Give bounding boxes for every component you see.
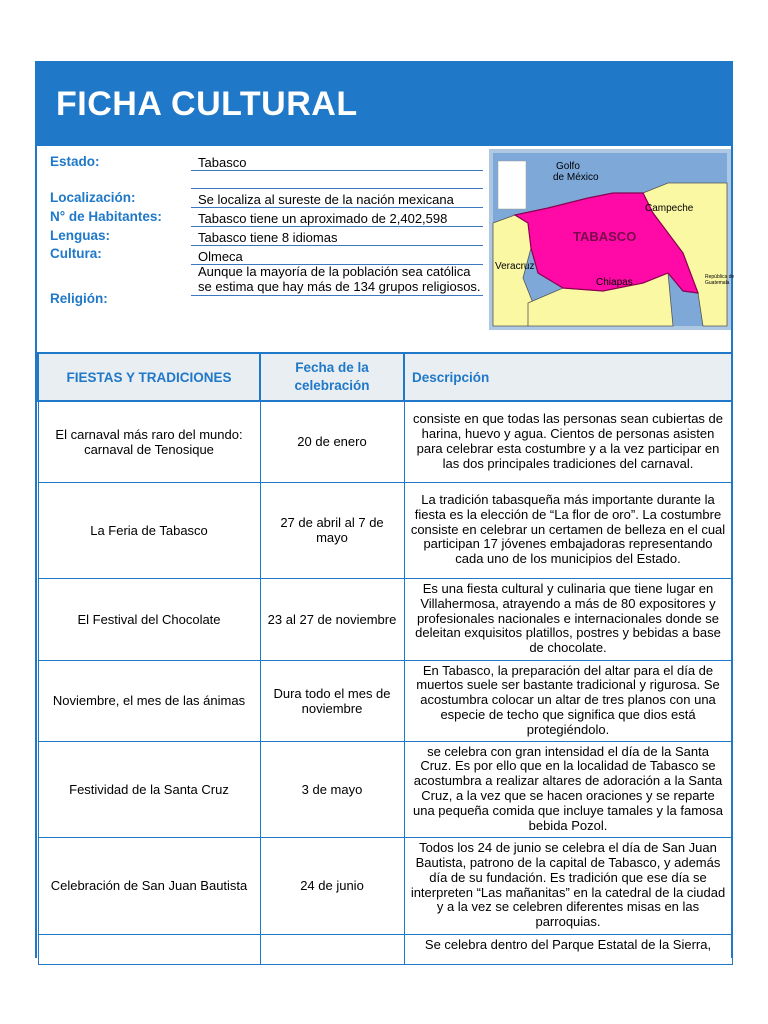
row-name: Festividad de la Santa Cruz — [38, 741, 260, 837]
table-row — [38, 660, 732, 741]
map-label-veracruz: Veracruz — [495, 261, 535, 272]
header-descripcion: Descripción — [404, 353, 732, 401]
map-label-chiapas: Chiapas — [596, 277, 633, 288]
table-row — [38, 934, 732, 964]
row-name: Celebración de San Juan Bautista — [38, 837, 260, 934]
page-title: FICHA CULTURAL — [56, 85, 358, 123]
blank-field-line — [191, 173, 483, 189]
table-header-row — [38, 353, 732, 401]
info-section — [37, 146, 735, 352]
cultura-label: Cultura: — [50, 246, 102, 261]
row-date: 23 al 27 de noviembre — [260, 578, 404, 660]
row-name: El carnaval más raro del mundo: carnaval de Tenosique — [38, 401, 260, 482]
table-row — [38, 837, 732, 934]
table-row — [38, 401, 732, 482]
row-description: La tradición tabasqueña más importante durante la fiesta es la elección de “La flor de oro”. La costumbre consiste en celebrar un certamen de belleza en el cual participan 17 jóvenes embajadoras representando cada uno de los municipios del Estado. — [404, 482, 732, 578]
religion-label: Religión: — [50, 291, 108, 306]
lenguas-label: Lenguas: — [50, 228, 111, 243]
map-legend-box — [498, 161, 526, 209]
row-description: Todos los 24 de junio se celebra el día de San Juan Bautista, patrono de la capital de Tabasco, y además día de su fundación. Es tradición que ese día se interpreten “Las mañanitas” en la catedral de la ciudad y a la vez se celebren diferentes misas en las parroquias. — [404, 837, 732, 934]
row-description: Es una fiesta cultural y culinaria que tiene lugar en Villahermosa, atrayendo a más de 80 expositores y profesionales nacionales e internacionales donde se deleitan exquisitos platillos, postres y bebidas a base de chocolate. — [404, 578, 732, 660]
estado-label: Estado: — [50, 154, 100, 169]
row-name: La Feria de Tabasco — [38, 482, 260, 578]
table-row — [38, 482, 732, 578]
tabasco-map — [489, 149, 735, 330]
header-fecha: Fecha de la celebración — [260, 353, 404, 401]
row-date: 27 de abril al 7 de mayo — [260, 482, 404, 578]
cultura-value: Olmeca — [191, 249, 483, 265]
lenguas-value: Tabasco tiene 8 idiomas — [191, 230, 483, 246]
habitantes-value: Tabasco tiene un aproximado de 2,402,598 — [191, 211, 483, 227]
row-name — [38, 934, 260, 964]
row-date: 3 de mayo — [260, 741, 404, 837]
map-label-campeche: Campeche — [645, 203, 694, 214]
row-description: Se celebra dentro del Parque Estatal de la Sierra, — [404, 934, 732, 964]
row-date: Dura todo el mes de noviembre — [260, 660, 404, 741]
header-fiestas: FIESTAS Y TRADICIONES — [38, 353, 260, 401]
localizacion-label: Localización: — [50, 190, 136, 205]
cultural-sheet — [35, 61, 733, 958]
religion-value: Aunque la mayoría de la población sea católica se estima que hay más de 134 grupos religiosos. — [191, 264, 483, 296]
map-label-tabasco: TABASCO — [573, 229, 637, 244]
row-date: 24 de junio — [260, 837, 404, 934]
title-banner — [37, 63, 731, 146]
map-graphic — [493, 153, 735, 326]
row-name: Noviembre, el mes de las ánimas — [38, 660, 260, 741]
table-row — [38, 578, 732, 660]
row-description: En Tabasco, la preparación del altar para el día de muertos suele ser bastante tradicional y rigurosa. Se acostumbra colocar un altar de tres planos con una especie de techo que significa que dios está protegiéndolo. — [404, 660, 732, 741]
map-label-golfo: Golfo de México — [553, 161, 599, 183]
table-row — [38, 741, 732, 837]
row-date — [260, 934, 404, 964]
row-description: se celebra con gran intensidad el día de la Santa Cruz. Es por ello que en la localidad de Tabasco se acostumbra a realizar altares de adoración a la Santa Cruz, a la vez que se hacen oraciones y se reparte una pequeña comida que incluye tamales y la famosa bebida Pozol. — [404, 741, 732, 837]
habitantes-label: N° de Habitantes: — [50, 209, 162, 224]
traditions-table — [37, 352, 731, 965]
localizacion-value: Se localiza al sureste de la nación mexicana — [191, 192, 483, 208]
row-name: El Festival del Chocolate — [38, 578, 260, 660]
row-date: 20 de enero — [260, 401, 404, 482]
estado-value: Tabasco — [191, 155, 483, 171]
row-description: consiste en que todas las personas sean cubiertas de harina, huevo y agua. Cientos de personas asisten para celebrar esta costumbre y a la vez participar en las dos principales tradiciones del carnaval. — [404, 401, 732, 482]
map-label-guatemala: República de Guatemala — [705, 274, 735, 286]
